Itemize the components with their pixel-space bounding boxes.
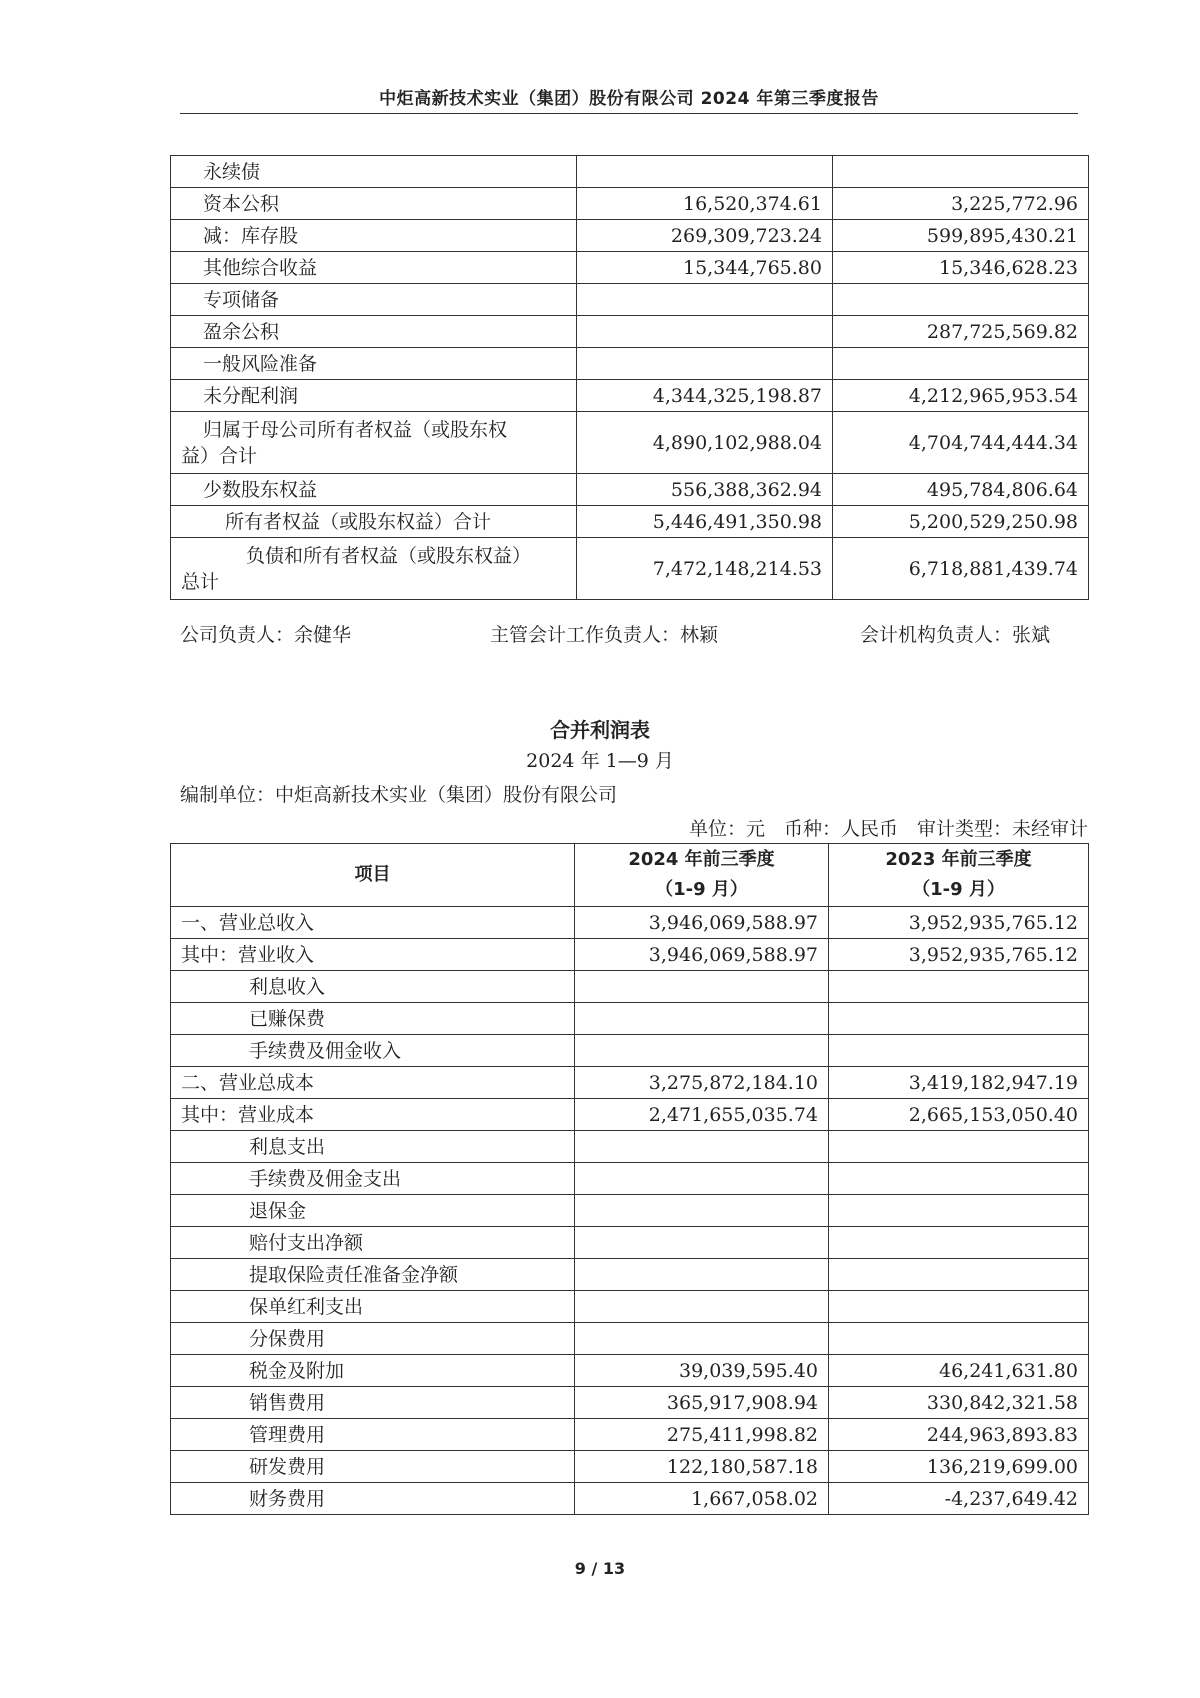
- report-header: 中炬高新技术实业（集团）股份有限公司 2024 年第三季度报告: [379, 89, 879, 109]
- compiler-line: 编制单位：中炬高新技术实业（集团）股份有限公司: [180, 784, 618, 806]
- value-2024: 122,180,587.18: [575, 1451, 829, 1483]
- table-header-row: [171, 844, 1089, 907]
- table-row: [171, 939, 1089, 971]
- row-label: [171, 412, 577, 474]
- table-row: [171, 538, 1089, 600]
- value-2023: [829, 1259, 1089, 1291]
- value-2024: 3,946,069,588.97: [575, 907, 829, 939]
- table-row: [171, 220, 1089, 252]
- row-label: 税金及附加: [171, 1355, 575, 1387]
- table-row: [171, 1035, 1089, 1067]
- value-2023: [829, 1323, 1089, 1355]
- row-label-line1: 归属于母公司所有者权益（或股东权: [203, 418, 508, 441]
- value-2023: 244,963,893.83: [829, 1419, 1089, 1451]
- table-row: [171, 316, 1089, 348]
- header-divider: [180, 113, 1078, 114]
- row-label: 未分配利润: [171, 380, 577, 412]
- column-header-2024: [575, 844, 829, 907]
- value-2023: [829, 1227, 1089, 1259]
- value-2024: 15,344,765.80: [577, 252, 833, 284]
- row-label: 一般风险准备: [171, 348, 577, 380]
- table-row: [171, 284, 1089, 316]
- row-label: 永续债: [171, 156, 577, 188]
- value-2023: 3,225,772.96: [833, 188, 1089, 220]
- value-2023: [829, 1291, 1089, 1323]
- column-header-2024-line2: （1-9 月）: [655, 879, 748, 900]
- table-row: [171, 1387, 1089, 1419]
- value-2023: 4,212,965,953.54: [833, 380, 1089, 412]
- accounting-head-signature: 主管会计工作负责人：林颖: [490, 624, 719, 646]
- value-2024: 269,309,723.24: [577, 220, 833, 252]
- value-2023: 5,200,529,250.98: [833, 506, 1089, 538]
- row-label: 盈余公积: [171, 316, 577, 348]
- table-row: [171, 1131, 1089, 1163]
- row-label: 销售费用: [171, 1387, 575, 1419]
- value-2024: 4,344,325,198.87: [577, 380, 833, 412]
- table-row: [171, 1483, 1089, 1515]
- value-2024: [577, 348, 833, 380]
- row-label: 少数股东权益: [171, 474, 577, 506]
- row-label: 提取保险责任准备金净额: [171, 1259, 575, 1291]
- table-row: [171, 412, 1089, 474]
- table-row: [171, 252, 1089, 284]
- row-label: 手续费及佣金收入: [171, 1035, 575, 1067]
- row-label-line2: 益）合计: [181, 444, 258, 467]
- row-label: [171, 538, 577, 600]
- value-2023: 3,952,935,765.12: [829, 939, 1089, 971]
- value-2023: 2,665,153,050.40: [829, 1099, 1089, 1131]
- income-statement-title: 合并利润表: [550, 718, 650, 742]
- accounting-org-head-signature: 会计机构负责人：张斌: [860, 624, 1051, 646]
- value-2023: 6,718,881,439.74: [833, 538, 1089, 600]
- table-row: [171, 1259, 1089, 1291]
- value-2024: [575, 1291, 829, 1323]
- value-2024: [575, 1259, 829, 1291]
- table-row: [171, 1227, 1089, 1259]
- company-head-signature: 公司负责人：余健华: [180, 624, 352, 646]
- table-row: [171, 907, 1089, 939]
- row-label: 分保费用: [171, 1323, 575, 1355]
- value-2024: [575, 1163, 829, 1195]
- value-2023: 4,704,744,444.34: [833, 412, 1089, 474]
- value-2023: 495,784,806.64: [833, 474, 1089, 506]
- column-header-2023-line2: （1-9 月）: [912, 879, 1005, 900]
- value-2023: -4,237,649.42: [829, 1483, 1089, 1515]
- table-row: [171, 971, 1089, 1003]
- value-2024: [575, 1035, 829, 1067]
- table-row: [171, 1323, 1089, 1355]
- value-2024: 5,446,491,350.98: [577, 506, 833, 538]
- table-row: [171, 1291, 1089, 1323]
- value-2024: 556,388,362.94: [577, 474, 833, 506]
- income-statement-period: 2024 年 1—9 月: [526, 750, 674, 772]
- value-2024: 39,039,595.40: [575, 1355, 829, 1387]
- value-2023: [833, 348, 1089, 380]
- value-2023: [829, 1163, 1089, 1195]
- column-header-item: 项目: [171, 844, 575, 907]
- row-label: 一、营业总收入: [171, 907, 575, 939]
- row-label: 研发费用: [171, 1451, 575, 1483]
- row-label: 减：库存股: [171, 220, 577, 252]
- value-2023: [833, 284, 1089, 316]
- column-header-2023-line1: 2023 年前三季度: [885, 849, 1032, 870]
- value-2023: 287,725,569.82: [833, 316, 1089, 348]
- row-label: 管理费用: [171, 1419, 575, 1451]
- row-label: 已赚保费: [171, 1003, 575, 1035]
- page-number: 9 / 13: [574, 1559, 626, 1578]
- value-2024: [575, 1227, 829, 1259]
- income-statement-table: [170, 843, 1089, 1515]
- table-row: [171, 348, 1089, 380]
- value-2024: 275,411,998.82: [575, 1419, 829, 1451]
- table-row: [171, 1195, 1089, 1227]
- value-2024: 1,667,058.02: [575, 1483, 829, 1515]
- table-row: [171, 1067, 1089, 1099]
- value-2024: [577, 316, 833, 348]
- table-row: [171, 1003, 1089, 1035]
- row-label: 赔付支出净额: [171, 1227, 575, 1259]
- table-row: [171, 1099, 1089, 1131]
- value-2024: 2,471,655,035.74: [575, 1099, 829, 1131]
- value-2024: [575, 971, 829, 1003]
- table-row: [171, 506, 1089, 538]
- row-label: 其中：营业收入: [171, 939, 575, 971]
- table-row: [171, 1451, 1089, 1483]
- table-row: [171, 1355, 1089, 1387]
- value-2024: [575, 1323, 829, 1355]
- table-row: [171, 156, 1089, 188]
- table-row: [171, 1419, 1089, 1451]
- value-2023: [829, 1035, 1089, 1067]
- value-2023: [829, 1131, 1089, 1163]
- value-2024: [575, 1003, 829, 1035]
- column-header-2023: [829, 844, 1089, 907]
- row-label: 其他综合收益: [171, 252, 577, 284]
- row-label-line2: 总计: [181, 570, 220, 593]
- value-2024: 365,917,908.94: [575, 1387, 829, 1419]
- row-label-line1: 负债和所有者权益（或股东权益）: [246, 544, 532, 567]
- value-2024: 4,890,102,988.04: [577, 412, 833, 474]
- value-2023: 3,419,182,947.19: [829, 1067, 1089, 1099]
- table-row: [171, 188, 1089, 220]
- unit-line: 单位：元 币种：人民币 审计类型：未经审计: [688, 818, 1088, 840]
- table-row: [171, 474, 1089, 506]
- value-2024: [577, 284, 833, 316]
- value-2023: 136,219,699.00: [829, 1451, 1089, 1483]
- balance-sheet-table: [170, 155, 1089, 600]
- value-2024: [575, 1195, 829, 1227]
- value-2023: 599,895,430.21: [833, 220, 1089, 252]
- row-label: 退保金: [171, 1195, 575, 1227]
- row-label: 资本公积: [171, 188, 577, 220]
- value-2024: 16,520,374.61: [577, 188, 833, 220]
- value-2024: [575, 1131, 829, 1163]
- value-2024: 7,472,148,214.53: [577, 538, 833, 600]
- row-label: 二、营业总成本: [171, 1067, 575, 1099]
- table-row: [171, 1163, 1089, 1195]
- value-2023: 15,346,628.23: [833, 252, 1089, 284]
- row-label: 利息支出: [171, 1131, 575, 1163]
- value-2024: 3,946,069,588.97: [575, 939, 829, 971]
- value-2023: [829, 1003, 1089, 1035]
- row-label: 保单红利支出: [171, 1291, 575, 1323]
- value-2023: [829, 1195, 1089, 1227]
- row-label: 利息收入: [171, 971, 575, 1003]
- value-2023: [829, 971, 1089, 1003]
- value-2023: 3,952,935,765.12: [829, 907, 1089, 939]
- row-label: 财务费用: [171, 1483, 575, 1515]
- table-row: [171, 380, 1089, 412]
- value-2024: 3,275,872,184.10: [575, 1067, 829, 1099]
- row-label: 所有者权益（或股东权益）合计: [171, 506, 577, 538]
- value-2023: 330,842,321.58: [829, 1387, 1089, 1419]
- value-2023: [833, 156, 1089, 188]
- row-label: 专项储备: [171, 284, 577, 316]
- row-label: 其中：营业成本: [171, 1099, 575, 1131]
- value-2024: [577, 156, 833, 188]
- column-header-2024-line1: 2024 年前三季度: [628, 849, 775, 870]
- value-2023: 46,241,631.80: [829, 1355, 1089, 1387]
- row-label: 手续费及佣金支出: [171, 1163, 575, 1195]
